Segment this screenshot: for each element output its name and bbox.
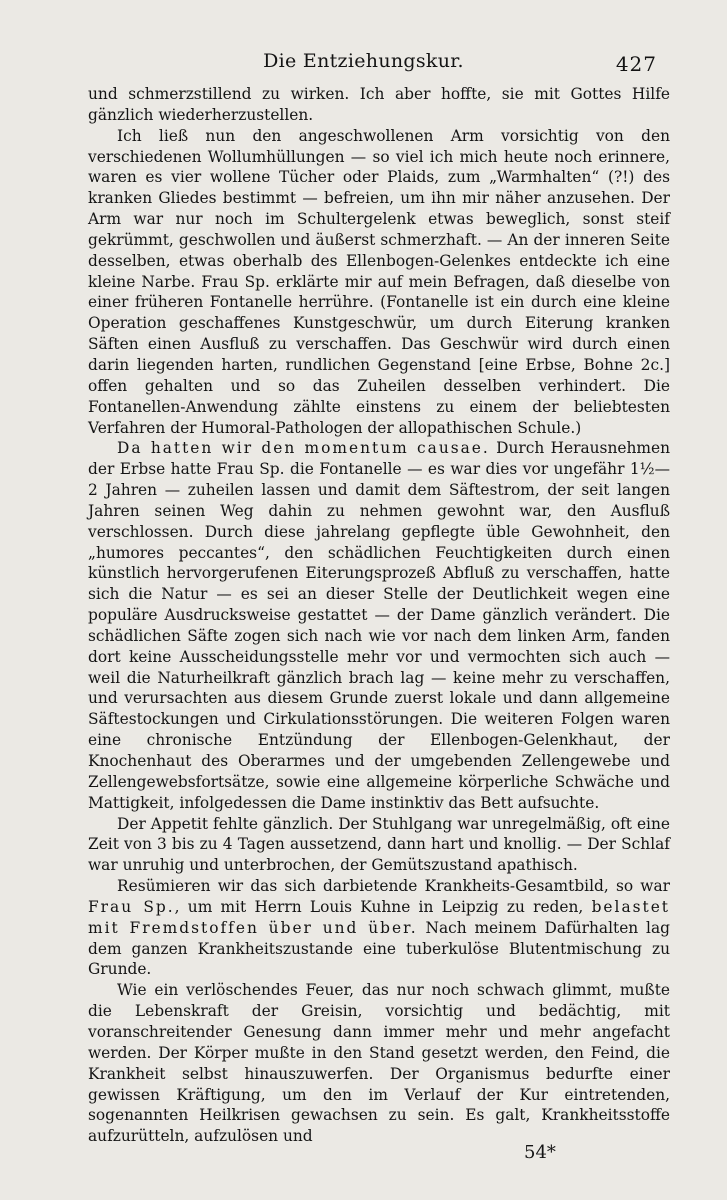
paragraph-5 bbox=[88, 876, 670, 980]
paragraph-5-part-c: , um mit Herrn Louis Kuhne in Leipzig zu reden, bbox=[174, 897, 592, 916]
paragraph-3-text: Durch Herausnehmen der Erbse hatte Frau Sp. die Fontanelle — es war dies vor ungefähr 1½—2 Jahren — zuheilen lassen und damit dem Säftestrom, der seit langen Jahren seinen Weg dahin zu nehmen gewohnt war, den Ausfluß verschlossen. Durch diese jahrelang gepflegte üble Gewohnheit, den „humores peccantes“, den schädlichen Feuchtigkeiten durch einen künstlich hervorgerufenen Eiterungsprozeß Abfluß zu verschaffen, hatte sich die Natur — es sei an dieser Stelle der Deutlichkeit wegen eine populäre Ausdrucksweise gestattet — der Dame gänzlich verändert. Die schädlichen Säfte zogen sich nach wie vor nach dem linken Arm, fanden dort keine Ausscheidungsstelle mehr vor und vermochten sich auch — weil die Naturheilkraft gänzlich brach lag — keine mehr zu verschaffen, und verursachten aus diesem Grunde zuerst lokale und dann allgemeine Säftestockungen und Cirkulationsstörungen. Die weiteren Folgen waren eine chronische Entzündung der Ellenbogen-Gelenkhaut, der Knochenhaut des Oberarmes und der umgebenden Zellengewebe und Zellengewebsfortsätze, sowie eine allgemeine körperliche Schwäche und Mattigkeit, infolgedessen die Dame instinktiv das Bett aufsuchte. bbox=[88, 439, 670, 812]
paragraph-2: Ich ließ nun den angeschwollenen Arm vorsichtig von den verschiedenen Wollumhüllungen — so viel ich mich heute noch erinnere, waren es vier wollene Tücher oder Plaids, zum „Warmhalten“ (?!) des kranken Gliedes bestimmt — befreien, um ihn mir näher anzusehen. Der Arm war nur noch im Schultergelenk etwas beweglich, sonst steif gekrümmt, geschwollen und äußerst schmerzhaft. — An der inneren Seite desselben, etwas oberhalb des Ellenbogen-Gelenkes entdeckte ich eine kleine Narbe. Frau Sp. erklärte mir auf mein Befragen, daß dieselbe von einer früheren Fontanelle herrühre. (Fontanelle ist ein durch eine kleine Operation geschaffenes Kunstgeschwür, um durch Eiterung kranken Säften einen Ausfluß zu verschaffen. Das Geschwür wird durch einen darin liegenden harten, rundlichen Gegenstand [eine Erbse, Bohne 2c.] offen gehalten und so das Zuheilen desselben verhindert. Die Fontanellen-Anwendung zählte einstens zu einem der beliebtesten Verfahren der Humoral-Pathologen der allopathischen Schule.) bbox=[88, 126, 670, 437]
spaced-name: Frau Sp. bbox=[88, 897, 175, 916]
paragraph-5-part-e: Nach meinem Dafürhalten lag dem ganzen Krankheitszustande eine tuberkulöse Blutentmischung zu Grunde. bbox=[88, 918, 670, 979]
page-number: 427 bbox=[615, 52, 657, 76]
paragraph-6: Wie ein verlöschendes Feuer, das nur noch schwach glimmt, mußte die Lebenskraft der Greisin, vorsichtig und bedächtig, mit voranschreitender Genesung dann immer mehr und mehr angefacht werden. Der Körper mußte in den Stand gesetzt werden, den Feind, die Krankheit selbst hinauszuwerfen. Der Organismus bedurfte einer gewissen Kräftigung, um den im Verlauf der Kur eintretenden, sogenannten Heilkrisen gewachsen zu sein. Es galt, Krankheitsstoffe aufzurütteln, aufzulösen und bbox=[88, 981, 670, 1146]
paragraph-5-part-a: Resümieren wir das sich darbietende Krankheits-Gesamtbild, so war bbox=[117, 877, 670, 896]
paragraph-4: Der Appetit fehlte gänzlich. Der Stuhlgang war unregelmäßig, oft eine Zeit von 3 bis zu 4 Tagen aussetzend, dann hart und knollig. — Der Schlaf war unruhig und unterbrochen, der Gemütszustand apathisch. bbox=[88, 814, 670, 875]
paragraph-1: und schmerzstillend zu wirken. Ich aber hoffte, sie mit Gottes Hilfe gänzlich wiederherzustellen. bbox=[88, 85, 670, 124]
paragraph-3 bbox=[88, 438, 670, 813]
spaced-quote: belastet mit Fremdstoffen über und über. bbox=[88, 897, 670, 937]
body-text bbox=[88, 84, 670, 1147]
signature-mark: 54* bbox=[524, 1142, 556, 1163]
spaced-phrase: Da hatten wir den momentum causae. bbox=[117, 439, 490, 458]
running-title: Die Entziehungskur. bbox=[263, 50, 464, 72]
